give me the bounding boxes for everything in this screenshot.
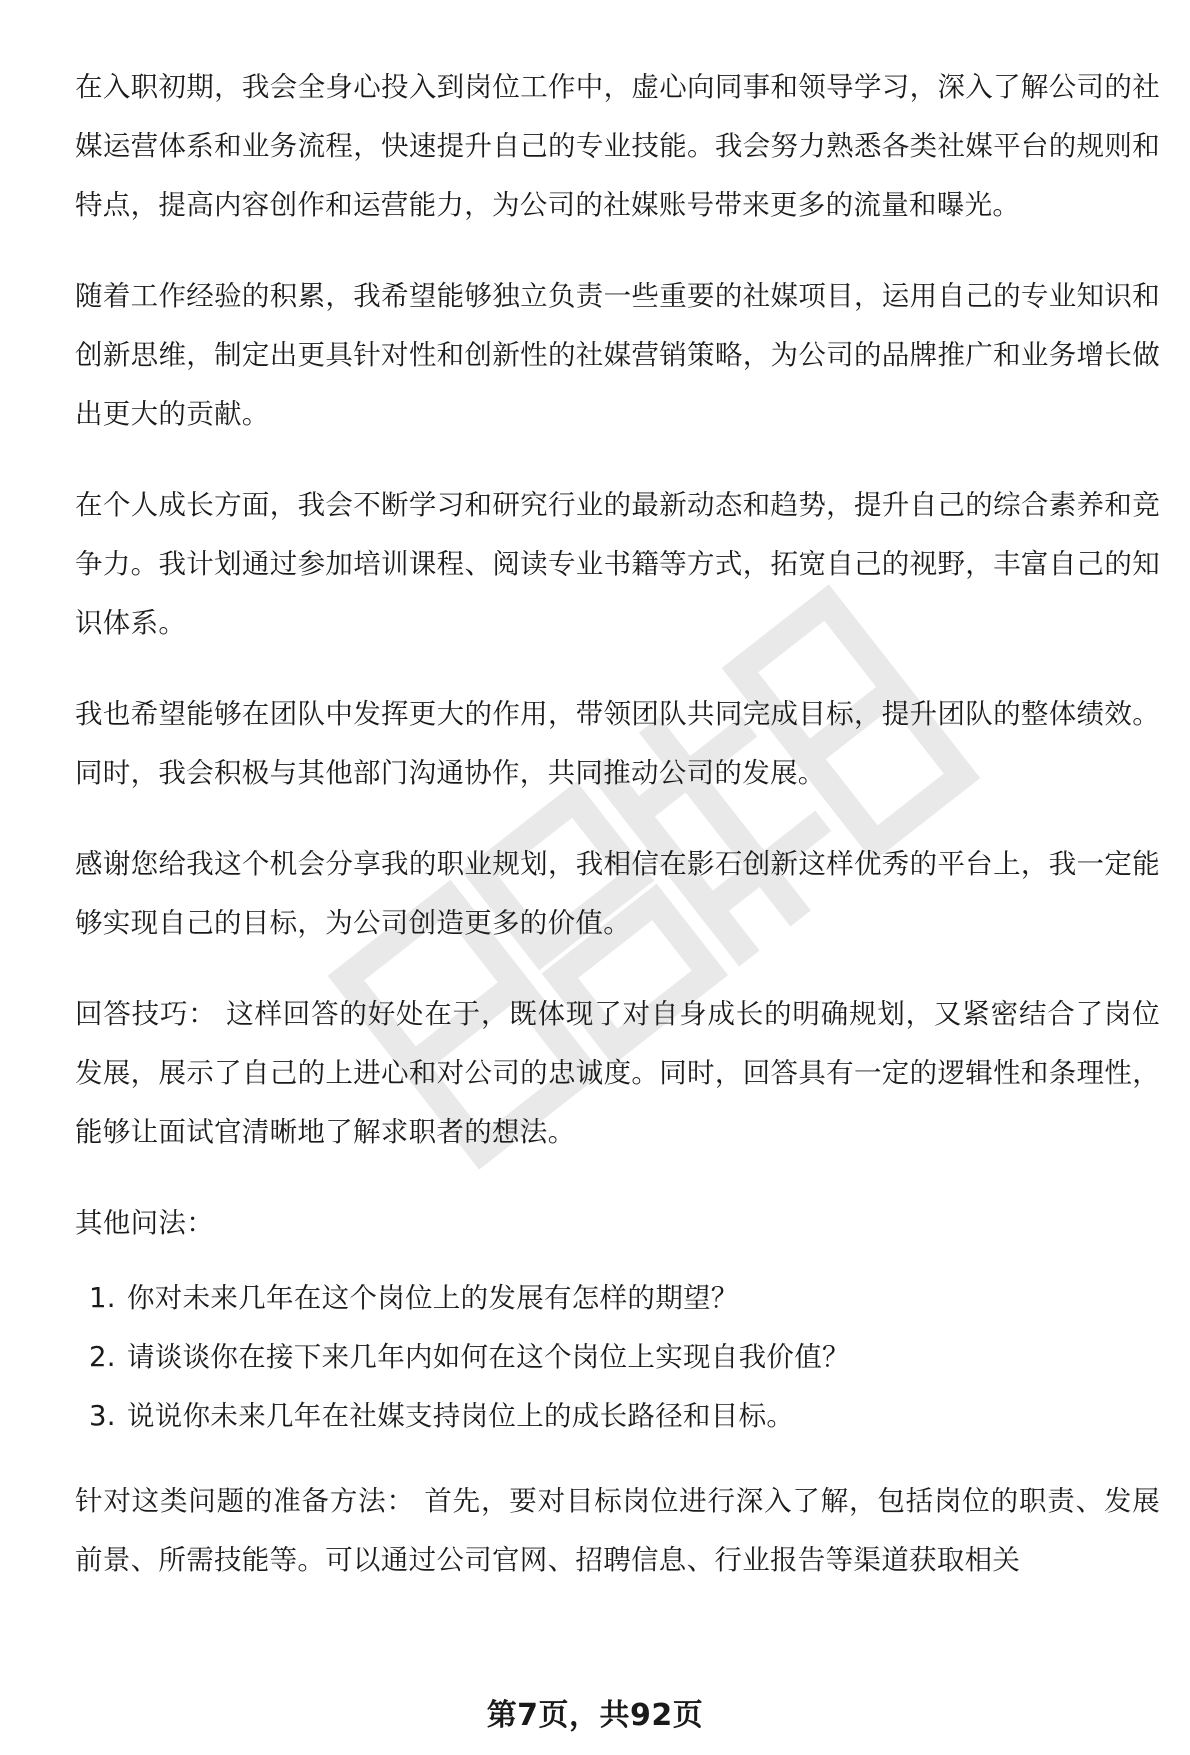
paragraph-early-stage: 在入职初期，我会全身心投入到岗位工作中，虚心向同事和领导学习，深入了解公司的社媒运营体系和业务流程，快速提升自己的专业技能。我会努力熟悉各类社媒平台的规则和特点，提高内容创作和运营能力，为公司的社媒账号带来更多的流量和曝光。 <box>75 71 1160 221</box>
list-item <box>75 1387 1160 1446</box>
other-questions-heading: 其他问法： <box>75 1207 214 1239</box>
list-item-text: 说说你未来几年在社媒支持岗位上的成长路径和目标。 <box>127 1400 795 1432</box>
paragraph-thanks: 感谢您给我这个机会分享我的职业规划，我相信在影石创新这样优秀的平台上，我一定能够实现自己的目标，为公司创造更多的价值。 <box>75 848 1160 939</box>
paragraph-preparation: 针对这类问题的准备方法： 首先，要对目标岗位进行深入了解，包括岗位的职责、发展前景、所需技能等。可以通过公司官网、招聘信息、行业报告等渠道获取相关 <box>75 1485 1160 1576</box>
document-body <box>75 58 1160 1622</box>
list-item-text: 你对未来几年在这个岗位上的发展有怎样的期望？ <box>127 1282 739 1314</box>
list-item-number: 2. <box>89 1341 116 1373</box>
paragraph-experience: 随着工作经验的积累，我希望能够独立负责一些重要的社媒项目，运用自己的专业知识和创新思维，制定出更具针对性和创新性的社媒营销策略，为公司的品牌推广和业务增长做出更大的贡献。 <box>75 280 1160 430</box>
paragraph-team-role: 我也希望能够在团队中发挥更大的作用，带领团队共同完成目标，提升团队的整体绩效。同时，我会积极与其他部门沟通协作，共同推动公司的发展。 <box>75 698 1160 789</box>
other-questions-list <box>75 1269 1160 1446</box>
list-item <box>75 1328 1160 1387</box>
list-item-number: 3. <box>89 1400 116 1432</box>
page-number: 第7页，共92页 <box>486 1698 704 1733</box>
list-item-text: 请谈谈你在接下来几年内如何在这个岗位上实现自我价值？ <box>127 1341 850 1373</box>
paragraph-answer-tips: 回答技巧： 这样回答的好处在于，既体现了对自身成长的明确规划，又紧密结合了岗位发展，展示了自己的上进心和对公司的忠诚度。同时，回答具有一定的逻辑性和条理性，能够让面试官清晰地了解求职者的想法。 <box>75 998 1160 1148</box>
paragraph-personal-growth: 在个人成长方面，我会不断学习和研究行业的最新动态和趋势，提升自己的综合素养和竞争力。我计划通过参加培训课程、阅读专业书籍等方式，拓宽自己的视野，丰富自己的知识体系。 <box>75 489 1160 639</box>
list-item <box>75 1269 1160 1328</box>
list-item-number: 1. <box>89 1282 116 1314</box>
